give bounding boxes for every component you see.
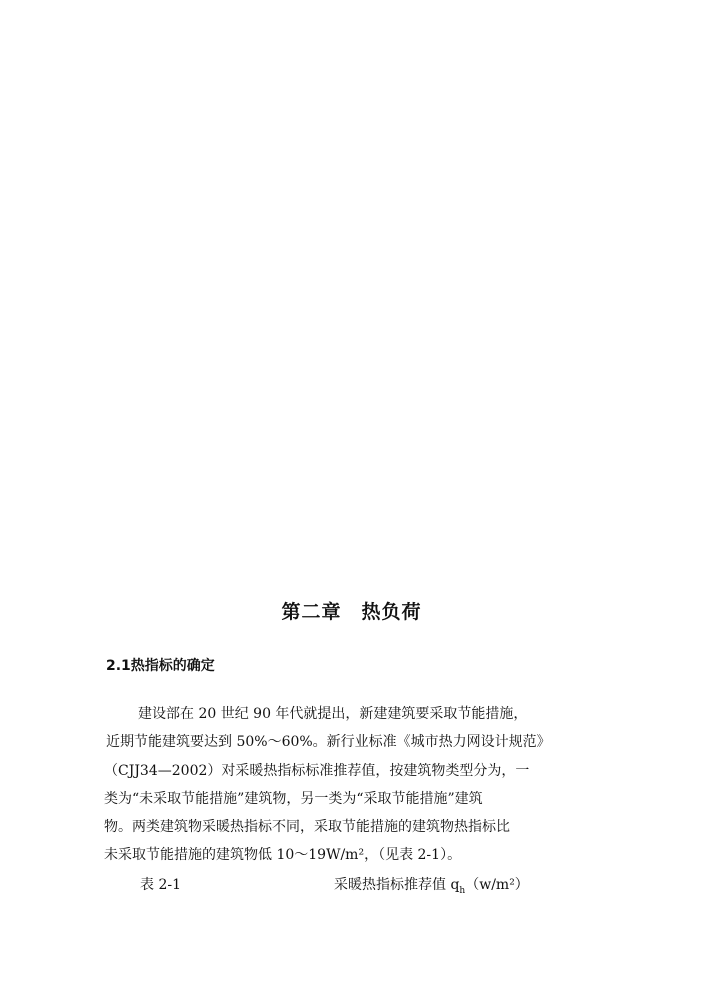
- paragraph-line: （CJJ34—2002）对采暖热指标标准推荐值，按建筑物类型分为，一: [104, 763, 530, 779]
- table-caption-title: [334, 874, 529, 896]
- table-caption-label: 表 2-1: [140, 877, 181, 893]
- paragraph-line: 未采取节能措施的建筑物低 10～19W/m²，（见表 2-1）。: [104, 847, 462, 863]
- table-caption-subscript: h: [459, 885, 466, 896]
- paragraph-line: 类为“未采取节能措施”建筑物，另一类为“采取节能措施”建筑: [104, 791, 483, 807]
- chapter-title: 第二章 热负荷: [281, 601, 422, 623]
- paragraph-line: 建设部在 20 世纪 90 年代就提出，新建建筑要采取节能措施，: [138, 706, 528, 722]
- paragraph-line: 物。两类建筑物采暖热指标不同，采取节能措施的建筑物热指标比: [104, 819, 510, 835]
- paragraph-line: 近期节能建筑要达到 50%～60%。新行业标准《城市热力网设计规范》: [106, 734, 551, 750]
- table-caption-title-suffix: （w/m²）: [465, 877, 529, 893]
- table-caption-title-prefix: 采暖热指标推荐值 q: [334, 877, 460, 893]
- section-heading: 2.1热指标的确定: [106, 658, 215, 674]
